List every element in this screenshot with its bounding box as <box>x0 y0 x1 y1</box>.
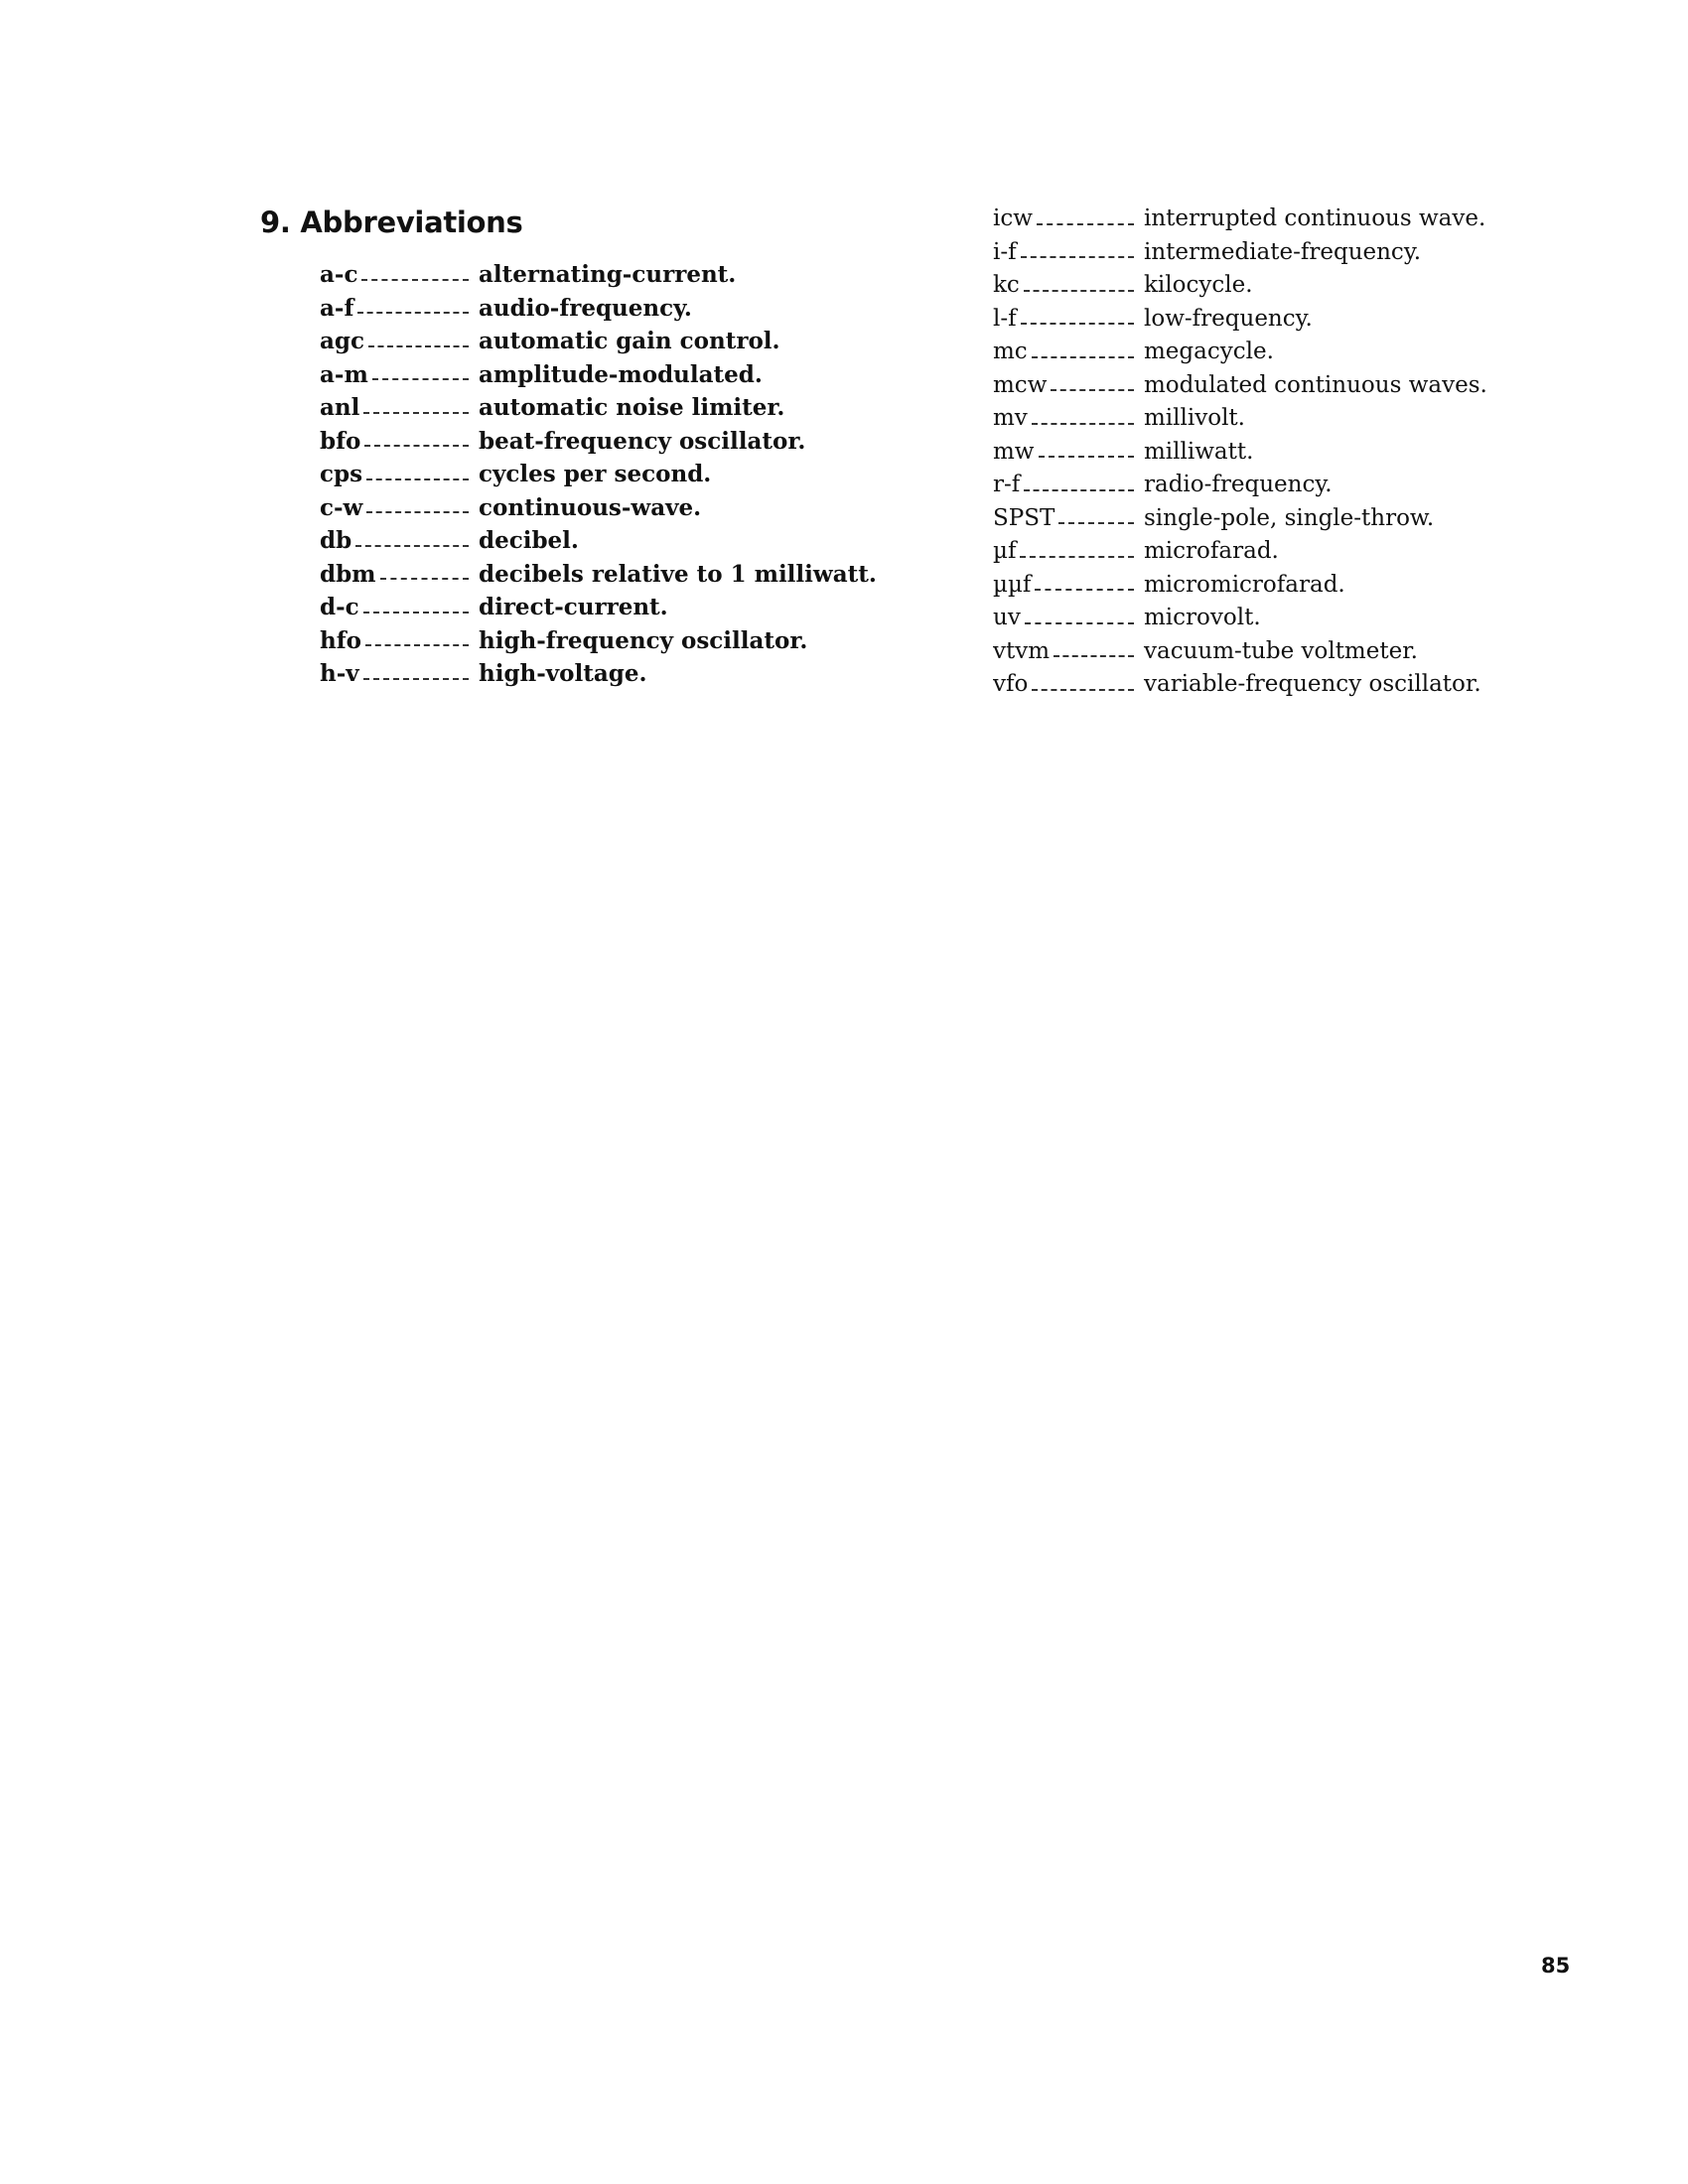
dotted-leader <box>1021 256 1134 258</box>
abbreviation-definition: interrupted continuous wave. <box>1144 205 1486 231</box>
dotted-leader <box>1037 223 1134 225</box>
abbreviation-term-text: r-f <box>993 472 1021 497</box>
abbreviation-term-text: l-f <box>993 305 1017 332</box>
dotted-leader <box>368 345 469 347</box>
abbreviation-term <box>993 436 1144 470</box>
abbreviation-term <box>993 635 1144 669</box>
abbreviation-term <box>993 336 1144 369</box>
dotted-leader <box>357 312 469 314</box>
dotted-leader <box>1054 655 1134 657</box>
dotted-leader <box>366 478 469 480</box>
abbreviation-term <box>993 203 1144 236</box>
dotted-leader <box>355 545 469 547</box>
abbreviation-definition: milliwatt. <box>1144 438 1254 465</box>
abbreviation-entry <box>993 502 1487 536</box>
abbreviation-term <box>320 425 479 459</box>
abbreviation-definition: high-frequency oscillator. <box>479 626 808 654</box>
abbreviation-term <box>320 624 479 658</box>
abbreviation-entry <box>993 668 1487 702</box>
abbreviation-term <box>320 558 479 592</box>
abbreviation-term <box>320 292 479 326</box>
abbreviation-term-text: agc <box>320 328 364 354</box>
abbreviation-definition: alternating-current. <box>479 261 737 288</box>
abbreviation-term <box>320 258 479 292</box>
abbreviation-entry <box>320 292 877 326</box>
dotted-leader <box>1032 689 1134 691</box>
dotted-leader <box>1024 290 1134 292</box>
abbreviation-term <box>993 535 1144 569</box>
abbreviation-term-text: c-w <box>320 493 363 521</box>
dotted-leader <box>1025 622 1134 624</box>
abbreviation-definition: automatic gain control. <box>479 328 780 354</box>
dotted-leader <box>363 412 469 414</box>
abbreviation-term-text: µf <box>993 538 1017 564</box>
abbreviation-entry <box>320 524 877 558</box>
abbreviation-entry <box>320 258 877 292</box>
dotted-leader <box>1039 456 1135 458</box>
abbreviation-definition: microfarad. <box>1144 538 1279 564</box>
abbreviation-term-text: dbm <box>320 560 376 588</box>
dotted-leader <box>361 279 469 281</box>
abbreviation-term <box>320 591 479 624</box>
page-number: 85 <box>1541 1954 1571 1978</box>
abbreviation-term-text: d-c <box>320 594 359 620</box>
abbreviation-entry <box>993 269 1487 303</box>
abbreviation-term <box>320 491 479 525</box>
abbreviation-term <box>993 668 1144 702</box>
abbreviation-entry <box>320 358 877 392</box>
abbreviation-definition: modulated continuous waves. <box>1144 371 1487 398</box>
abbreviation-definition: audio-frequency. <box>479 294 692 322</box>
abbreviation-term-text: a-f <box>320 294 354 322</box>
abbreviation-entry <box>993 369 1487 403</box>
dotted-leader <box>1021 323 1134 325</box>
abbreviation-term <box>993 269 1144 303</box>
abbreviation-definition: kilocycle. <box>1144 272 1253 298</box>
abbreviation-term <box>993 402 1144 436</box>
abbreviation-term-text: i-f <box>993 238 1017 265</box>
abbreviation-term <box>320 458 479 491</box>
abbreviation-term <box>320 657 479 691</box>
abbreviation-definition: vacuum-tube voltmeter. <box>1144 637 1418 664</box>
abbreviation-entry <box>993 535 1487 569</box>
abbreviation-entry <box>993 402 1487 436</box>
abbreviation-definition: single-pole, single-throw. <box>1144 504 1435 531</box>
abbreviation-term-text: vfo <box>993 671 1029 697</box>
dotted-leader <box>1051 389 1134 391</box>
abbreviation-list-right <box>993 203 1487 702</box>
abbreviation-entry <box>320 591 877 624</box>
abbreviation-term-text: mw <box>993 438 1035 465</box>
abbreviation-entry <box>993 635 1487 669</box>
abbreviation-entry <box>320 558 877 592</box>
abbreviation-definition: beat-frequency oscillator. <box>479 427 806 455</box>
dotted-leader <box>1024 489 1134 491</box>
dotted-leader <box>1020 556 1134 558</box>
abbreviation-entry <box>993 303 1487 337</box>
abbreviation-term <box>993 369 1144 403</box>
dotted-leader <box>366 511 469 513</box>
abbreviation-term-text: uv <box>993 605 1021 630</box>
abbreviation-definition: high-voltage. <box>479 660 647 687</box>
dotted-leader <box>372 378 469 380</box>
abbreviation-definition: decibel. <box>479 527 579 554</box>
abbreviation-definition: intermediate-frequency. <box>1144 238 1422 265</box>
abbreviation-term <box>993 303 1144 337</box>
dotted-leader <box>1058 522 1134 524</box>
dotted-leader <box>363 612 469 614</box>
abbreviation-term-text: a-c <box>320 261 358 288</box>
abbreviation-term <box>320 524 479 558</box>
abbreviation-entry <box>320 657 877 691</box>
abbreviation-definition: millivolt. <box>1144 405 1245 431</box>
abbreviation-entry <box>320 624 877 658</box>
dotted-leader <box>363 678 469 680</box>
abbreviation-term-text: anl <box>320 394 360 421</box>
abbreviation-term-text: icw <box>993 205 1033 231</box>
abbreviation-definition: microvolt. <box>1144 605 1261 630</box>
abbreviation-definition: variable-frequency oscillator. <box>1144 671 1481 697</box>
abbreviation-entry <box>993 569 1487 603</box>
abbreviation-term-text: hfo <box>320 626 361 654</box>
abbreviation-entry <box>320 325 877 358</box>
dotted-leader <box>1032 356 1134 358</box>
abbreviation-definition: direct-current. <box>479 594 668 620</box>
abbreviation-term <box>320 358 479 392</box>
abbreviation-term <box>320 325 479 358</box>
abbreviation-definition: low-frequency. <box>1144 305 1313 332</box>
abbreviation-term-text: kc <box>993 272 1020 298</box>
abbreviation-entry <box>320 425 877 459</box>
dotted-leader <box>365 644 469 646</box>
abbreviation-definition: cycles per second. <box>479 461 712 487</box>
abbreviation-definition: radio-frequency. <box>1144 472 1333 497</box>
dotted-leader <box>364 445 469 447</box>
abbreviation-term-text: µµf <box>993 571 1032 598</box>
abbreviation-entry <box>993 203 1487 236</box>
abbreviation-definition: amplitude-modulated. <box>479 360 763 388</box>
abbreviation-term-text: bfo <box>320 427 361 455</box>
dotted-leader <box>1035 589 1134 591</box>
section-title: 9. Abbreviations <box>260 205 523 239</box>
abbreviation-definition: micromicrofarad. <box>1144 571 1345 598</box>
abbreviation-term <box>993 236 1144 270</box>
abbreviation-term <box>320 391 479 425</box>
abbreviation-term-text: mcw <box>993 371 1048 398</box>
abbreviation-entry <box>993 436 1487 470</box>
abbreviation-term-text: SPST <box>993 504 1055 531</box>
dotted-leader <box>380 578 469 580</box>
abbreviation-term-text: h-v <box>320 660 359 687</box>
abbreviation-entry <box>320 458 877 491</box>
abbreviation-entry <box>993 236 1487 270</box>
abbreviation-entry <box>993 469 1487 502</box>
abbreviation-entry <box>320 491 877 525</box>
abbreviation-list-left <box>320 258 877 691</box>
abbreviation-term-text: mc <box>993 339 1028 364</box>
abbreviation-term <box>993 569 1144 603</box>
abbreviation-definition: continuous-wave. <box>479 493 702 521</box>
abbreviation-term <box>993 602 1144 635</box>
abbreviation-entry <box>993 602 1487 635</box>
abbreviation-entry <box>993 336 1487 369</box>
abbreviation-definition: megacycle. <box>1144 339 1274 364</box>
abbreviation-term-text: cps <box>320 461 363 487</box>
abbreviation-term-text: db <box>320 527 352 554</box>
abbreviation-definition: decibels relative to 1 milliwatt. <box>479 560 877 588</box>
abbreviation-term <box>993 469 1144 502</box>
abbreviation-term-text: vtvm <box>993 637 1051 664</box>
abbreviation-term-text: a-m <box>320 360 368 388</box>
abbreviation-term <box>993 502 1144 536</box>
abbreviation-definition: automatic noise limiter. <box>479 394 785 421</box>
abbreviation-entry <box>320 391 877 425</box>
abbreviation-term-text: mv <box>993 405 1028 431</box>
dotted-leader <box>1032 423 1134 425</box>
